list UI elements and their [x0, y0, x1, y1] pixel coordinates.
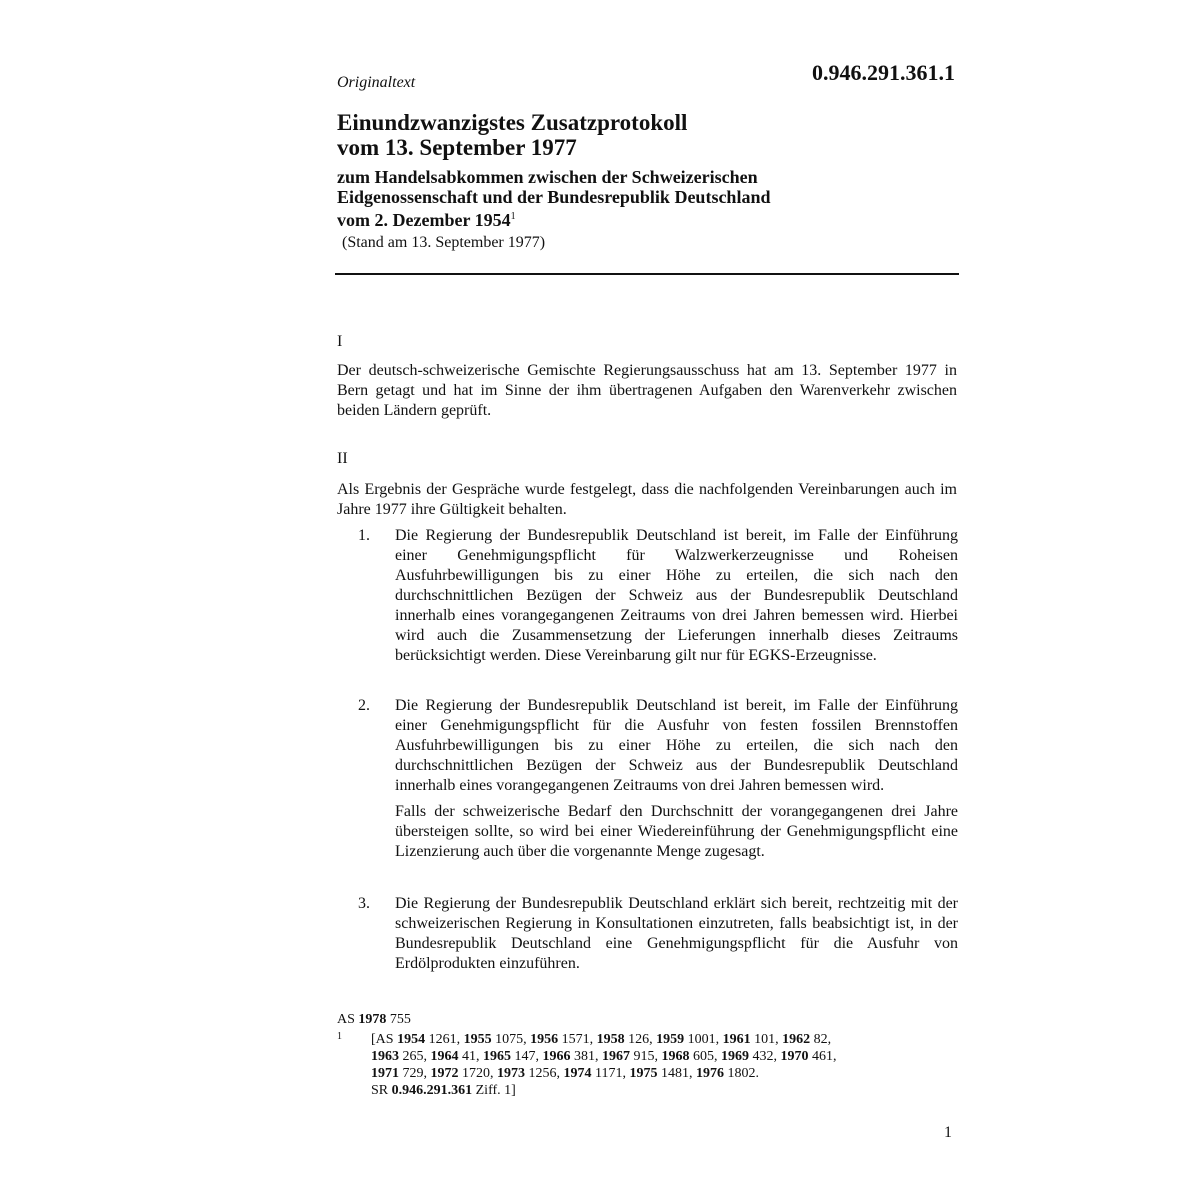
list-item-2	[358, 696, 958, 862]
header-divider	[335, 273, 959, 275]
sr-number: 0.946.291.361.1	[812, 60, 955, 85]
as-prefix: AS	[337, 1012, 355, 1027]
section-text-2: Als Ergebnis der Gespräche wurde festgelegt, dass die nachfolgenden Vereinbarungen auch im Jahre 1977 ihre Gültigkeit behalten.	[337, 481, 957, 518]
reference-page: 147,	[511, 1049, 539, 1064]
reference-year: 1954	[397, 1032, 426, 1047]
title-line-1: Einundzwanzigstes Zusatzprotokoll	[337, 110, 688, 135]
reference-page: 101,	[750, 1032, 779, 1047]
reference-year: 1956	[530, 1032, 559, 1047]
reference-page: 1802.	[723, 1066, 759, 1081]
footnote-open: [AS	[371, 1032, 394, 1047]
reference-year: 1958	[596, 1032, 625, 1047]
subtitle-line-2: Eidgenossenschaft und der Bundesrepublik Deutschland	[337, 187, 771, 207]
list-item-paragraph: Die Regierung der Bundesrepublik Deutschland ist bereit, im Falle der Einführung einer Genehmigungspflicht für Walzwerkerzeugnisse und Roheisen Ausfuhrbewilligungen bis zu einer Höhe zu erteilen, die sich nach den durchschnittlichen Bezügen der Schweiz aus der Bundesrepublik Deutschland innerhalb eines vorangegangenen Zeitraums von drei Jahren bemessen wird. Hierbei wird auch die Zusammensetzung der Lieferungen innerhalb dieses Zeitraums berücksichtigt werden. Diese Vereinbarung gilt nur für EGKS-Erzeugnisse.	[395, 527, 958, 664]
reference-page: 432,	[749, 1049, 777, 1064]
sr-suffix: Ziff. 1]	[475, 1083, 516, 1098]
reference-year: 1972	[430, 1066, 459, 1081]
reference-page: 1571,	[558, 1032, 594, 1047]
as-page: 755	[389, 1012, 411, 1027]
subtitle-line-3	[337, 207, 770, 230]
reference-page: 126,	[624, 1032, 653, 1047]
list-item-body	[395, 526, 958, 666]
reference-page: 1001,	[684, 1032, 720, 1047]
footnote-1	[337, 1031, 937, 1099]
reference-year: 1967	[602, 1049, 630, 1064]
list-item-3	[358, 894, 958, 974]
reference-year: 1968	[661, 1049, 690, 1064]
reference-year: 1970	[780, 1049, 809, 1064]
reference-year: 1962	[782, 1032, 811, 1047]
reference-page: 1075,	[491, 1032, 527, 1047]
reference-year: 1961	[722, 1032, 751, 1047]
section-text-1: Der deutsch-schweizerische Gemischte Regierungsausschuss hat am 13. September 1977 in Bern getagt und hat im Sinne der ihm übertragenen Aufgaben den Warenverkehr zwischen beiden Ländern geprüft.	[337, 362, 957, 419]
reference-year: 1964	[430, 1049, 459, 1064]
reference-page: 1171,	[591, 1066, 626, 1081]
footnote-references	[371, 1032, 837, 1081]
list-item-number: 1.	[358, 527, 370, 544]
originaltext-label: Originaltext	[337, 74, 416, 91]
list-item-paragraph: Die Regierung der Bundesrepublik Deutschland ist bereit, im Falle der Einführung einer Genehmigungspflicht für die Ausfuhr von festen fossilen Brennstoffen Ausfuhrbewilligungen bis zu einer Höhe zu erteilen, die sich nach den durchschnittlichen Bezügen der Schweiz aus der Bundesrepublik Deutschland innerhalb eines vorangegangenen Zeitraums von drei Jahren bemessen wird.	[395, 697, 958, 794]
stand-date: (Stand am 13. September 1977)	[342, 234, 546, 251]
list-item-1	[358, 526, 958, 666]
as-reference	[337, 1012, 411, 1028]
reference-year: 1976	[695, 1066, 724, 1081]
list-item-body	[395, 894, 958, 974]
footnote-reference[interactable]: 1	[510, 211, 516, 222]
document-title	[337, 110, 687, 160]
reference-year: 1966	[542, 1049, 571, 1064]
section-number-2: II	[337, 450, 348, 467]
sr-reference: 0.946.291.361	[391, 1083, 473, 1098]
list-item-paragraph: Die Regierung der Bundesrepublik Deutschland erklärt sich bereit, rechtzeitig mit der schweizerischen Regierung in Konsultationen einzutreten, falls beabsichtigt ist, in der Bundesrepublik Deutschland eine Genehmigungspflicht für die Ausfuhr von Erdölprodukten einzuführen.	[395, 895, 958, 972]
section-number-1: I	[337, 333, 343, 350]
as-year: 1978	[358, 1012, 387, 1027]
reference-year: 1974	[563, 1066, 592, 1081]
reference-year: 1971	[371, 1066, 399, 1081]
subtitle-line-1: zum Handelsabkommen zwischen der Schweizerischen	[337, 167, 758, 187]
reference-page: 82,	[810, 1032, 832, 1047]
reference-page: 41,	[458, 1049, 480, 1064]
title-line-2: vom 13. September 1977	[337, 135, 577, 160]
subtitle-date: vom 2. Dezember 1954	[337, 210, 511, 230]
reference-page: 915,	[630, 1049, 658, 1064]
reference-page: 605,	[689, 1049, 718, 1064]
reference-year: 1959	[656, 1032, 685, 1047]
footnote-text	[371, 1031, 937, 1099]
reference-page: 1720,	[458, 1066, 494, 1081]
reference-page: 729,	[399, 1066, 427, 1081]
reference-page: 1256,	[525, 1066, 560, 1081]
reference-year: 1955	[463, 1032, 492, 1047]
list-item-number: 2.	[358, 697, 370, 714]
footnote-mark: 1	[337, 1031, 342, 1042]
reference-page: 1261,	[425, 1032, 461, 1047]
reference-year: 1975	[629, 1066, 658, 1081]
reference-page: 1481,	[657, 1066, 693, 1081]
reference-year: 1969	[721, 1049, 749, 1064]
reference-page: 265,	[399, 1049, 427, 1064]
page-number: 1	[944, 1124, 952, 1141]
document-subtitle	[337, 167, 770, 230]
reference-page: 461,	[808, 1049, 837, 1064]
list-item-body	[395, 696, 958, 862]
sr-prefix: SR	[371, 1083, 389, 1098]
list-item-paragraph: Falls der schweizerische Bedarf den Durchschnitt der vorangegangenen drei Jahre übersteigen sollte, so wird bei einer Wiedereinführung der Genehmigungspflicht eine Lizenzierung auch über die vorgenannte Menge zugesagt.	[395, 803, 958, 860]
reference-year: 1963	[371, 1049, 399, 1064]
reference-year: 1973	[497, 1066, 525, 1081]
reference-year: 1965	[483, 1049, 511, 1064]
reference-page: 381,	[570, 1049, 599, 1064]
list-item-number: 3.	[358, 895, 370, 912]
